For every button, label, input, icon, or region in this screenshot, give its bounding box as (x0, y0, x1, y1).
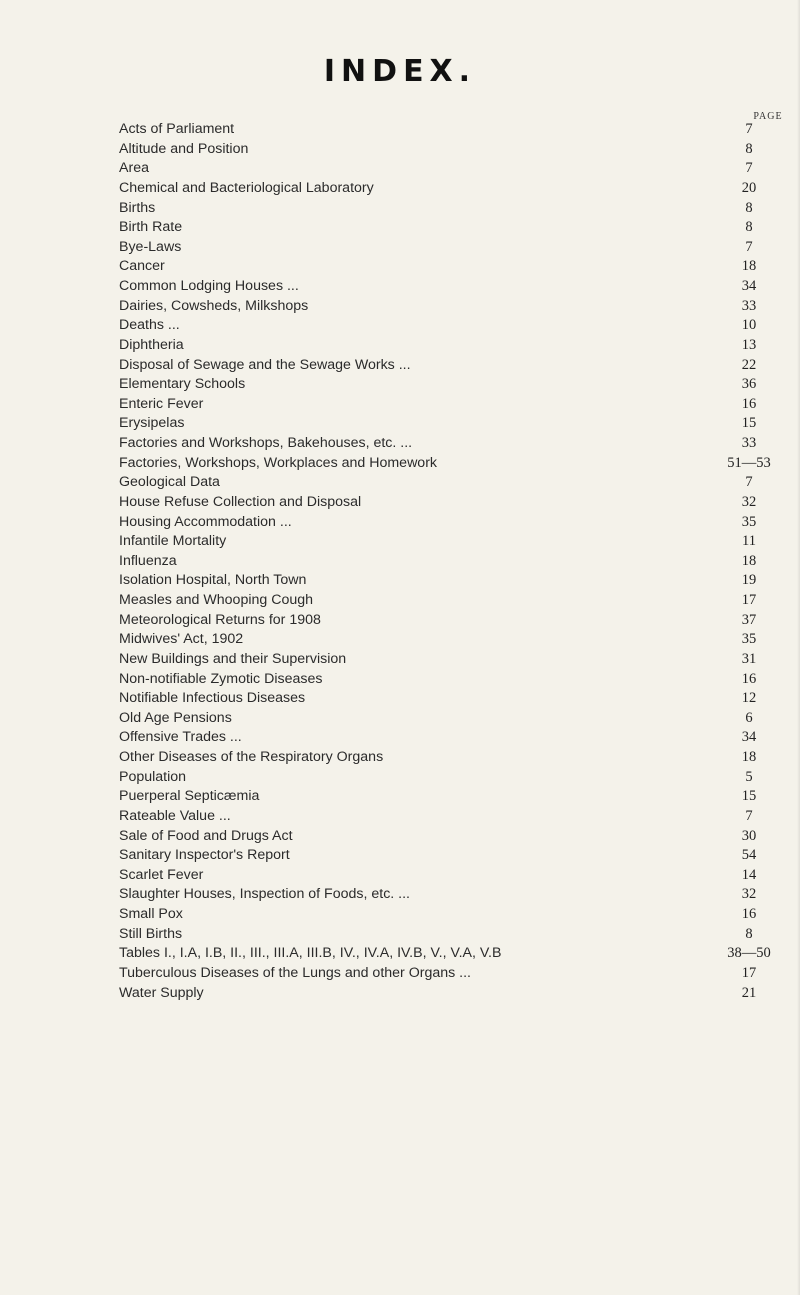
index-entry-label: Disposal of Sewage and the Sewage Works ... (119, 356, 411, 373)
index-entry-page: 17 (741, 592, 757, 608)
index-entry-label: Isolation Hospital, North Town (119, 572, 307, 589)
index-entry-page: 8 (745, 925, 753, 942)
index-entry-label: Tuberculous Diseases of the Lungs and other Organs ... (119, 964, 471, 981)
index-entry-page: 51—53 (727, 454, 771, 471)
index-entry (119, 375, 799, 395)
index-entry-label: Erysipelas (119, 415, 185, 432)
index-entry (119, 316, 799, 336)
index-entry-label: Diphtheria (119, 336, 184, 353)
index-entry (119, 199, 799, 219)
index-entry (119, 414, 799, 434)
index-entry (119, 670, 799, 690)
index-entry-label: Water Supply (119, 984, 204, 1001)
index-entry-label: Notifiable Infectious Diseases (119, 690, 306, 707)
index-entry-page: 35 (741, 631, 757, 648)
index-entry (119, 611, 799, 631)
index-entry-page: 33 (741, 435, 757, 451)
index-entry (119, 787, 799, 807)
index-entry (119, 827, 799, 847)
index-entry-label: Old Age Pensions (119, 709, 232, 726)
index-entry-label: Sale of Food and Drugs Act (119, 827, 293, 844)
index-entry (119, 885, 799, 905)
index-entry-page: 33 (741, 297, 757, 314)
index-entry-list (119, 120, 799, 1003)
index-entry (119, 473, 799, 493)
index-entry-page: 34 (741, 278, 757, 294)
index-entry-page: 32 (741, 886, 757, 903)
index-entry-label: Meteorological Returns for 1908 (119, 611, 321, 628)
index-entry (119, 846, 799, 866)
index-entry-page: 14 (741, 866, 757, 883)
index-entry-page: 8 (745, 140, 753, 157)
index-entry-page: 6 (745, 709, 753, 726)
index-entry (119, 768, 799, 788)
index-entry-page: 7 (745, 807, 753, 824)
index-entry-label: Chemical and Bacteriological Laboratory (119, 179, 374, 196)
index-entry (119, 650, 799, 670)
index-entry-label: Scarlet Fever (119, 866, 204, 883)
index-entry-label: Acts of Parliament (119, 121, 235, 137)
index-entry (119, 571, 799, 591)
index-entry-page: 12 (741, 690, 757, 707)
index-entry (119, 984, 799, 1004)
index-entry (119, 277, 799, 297)
index-entry-label: Factories and Workshops, Bakehouses, etc. ... (119, 435, 413, 451)
index-entry (119, 944, 799, 964)
index-entry-page: 7 (745, 474, 753, 491)
index-entry (119, 689, 799, 709)
index-entry-label: Geological Data (119, 474, 220, 491)
index-entry-page: 8 (745, 219, 753, 236)
index-entry (119, 728, 799, 748)
index-entry-label: Birth Rate (119, 219, 183, 236)
index-entry-page: 18 (741, 258, 757, 275)
index-entry-label: Midwives' Act, 1902 (119, 631, 244, 648)
index-entry-label: Non-notifiable Zymotic Diseases (119, 670, 323, 687)
index-entry-page: 7 (745, 121, 753, 137)
index-entry-page: 16 (741, 670, 757, 687)
index-entry-label: Puerperal Septicæmia (119, 788, 260, 805)
index-entry-label: Rateable Value ... (119, 807, 231, 824)
index-entry (119, 866, 799, 886)
page-column-header: PAGE (753, 111, 783, 122)
index-entry (119, 434, 799, 454)
index-entry-page: 37 (741, 611, 757, 628)
index-entry-label: Births (119, 199, 156, 216)
index-entry (119, 395, 799, 415)
index-entry-label: Influenza (119, 552, 177, 569)
index-entry-page: 7 (745, 238, 753, 255)
index-entry-page: 18 (741, 552, 757, 569)
index-entry (119, 532, 799, 552)
index-entry (119, 552, 799, 572)
index-entry-label: Infantile Mortality (119, 533, 227, 550)
index-entry (119, 748, 799, 768)
index-entry-label: Tables I., I.A, I.B, II., III., III.A, III.B, IV., IV.A, IV.B, V., V.A, V.B (119, 945, 502, 962)
index-entry (119, 709, 799, 729)
index-entry-label: Common Lodging Houses ... (119, 278, 299, 294)
index-entry-label: House Refuse Collection and Disposal (119, 493, 362, 510)
index-entry-page: 16 (741, 395, 757, 412)
index-entry-label: Elementary Schools (119, 376, 246, 393)
index-entry-page: 13 (741, 336, 757, 353)
index-entry (119, 630, 799, 650)
index-entry (119, 964, 799, 984)
index-entry (119, 257, 799, 277)
index-entry (119, 297, 799, 317)
index-entry-page: 30 (741, 827, 757, 844)
index-entry-label: Measles and Whooping Cough (119, 592, 314, 608)
index-entry-page: 31 (741, 650, 757, 667)
index-entry-label: Deaths ... (119, 317, 180, 334)
page-title: INDEX. (323, 54, 477, 89)
index-entry-page: 16 (741, 906, 757, 922)
index-entry (119, 218, 799, 238)
index-entry-label: Small Pox (119, 906, 183, 922)
index-entry-label: Offensive Trades ... (119, 729, 242, 746)
index-entry (119, 807, 799, 827)
index-entry (119, 513, 799, 533)
index-entry-page: 7 (745, 160, 753, 177)
index-entry-label: Other Diseases of the Respiratory Organs (119, 749, 384, 765)
index-entry-page: 15 (741, 415, 757, 432)
index-entry-page: 18 (741, 749, 757, 765)
index-entry (119, 925, 799, 945)
index-entry-page: 22 (741, 356, 757, 373)
index-entry-label: Still Births (119, 925, 183, 942)
index-entry-page: 35 (741, 513, 757, 530)
index-entry-page: 54 (741, 847, 757, 864)
index-entry-label: Enteric Fever (119, 395, 204, 412)
index-entry-label: Altitude and Position (119, 140, 249, 157)
index-entry (119, 454, 799, 474)
index-entry-page: 34 (741, 729, 757, 746)
index-entry-label: Sanitary Inspector's Report (119, 847, 290, 864)
index-entry-page: 15 (741, 788, 757, 805)
index-entry (119, 905, 799, 925)
index-entry-page: 11 (742, 533, 756, 550)
index-entry-page: 10 (741, 317, 757, 334)
index-entry-label: Dairies, Cowsheds, Milkshops (119, 297, 309, 314)
index-entry-page: 36 (741, 376, 757, 393)
index-entry (119, 493, 799, 513)
index-entry-label: Housing Accommodation ... (119, 513, 292, 530)
index-entry-label: Cancer (119, 258, 165, 275)
index-entry (119, 591, 799, 611)
index-entry-label: New Buildings and their Supervision (119, 650, 347, 667)
index-entry (119, 179, 799, 199)
index-entry (119, 159, 799, 179)
index-entry-label: Bye-Laws (119, 238, 182, 255)
index-entry-page: 32 (741, 493, 757, 510)
index-entry-label: Slaughter Houses, Inspection of Foods, etc. ... (119, 886, 411, 903)
index-entry-page: 21 (741, 984, 757, 1001)
index-entry-page: 20 (741, 179, 757, 196)
index-entry-label: Factories, Workshops, Workplaces and Homework (119, 454, 438, 471)
index-entry-page: 17 (741, 964, 757, 981)
index-entry (119, 356, 799, 376)
index-entry-label: Area (119, 160, 149, 177)
index-entry-page: 8 (745, 199, 753, 216)
index-entry (119, 238, 799, 258)
index-entry-page: 5 (745, 768, 753, 785)
index-entry-page: 19 (741, 572, 757, 589)
index-entry-page: 38—50 (727, 945, 771, 962)
index-entry (119, 336, 799, 356)
index-entry (119, 140, 799, 160)
index-entry (119, 120, 799, 140)
index-entry-label: Population (119, 768, 187, 785)
